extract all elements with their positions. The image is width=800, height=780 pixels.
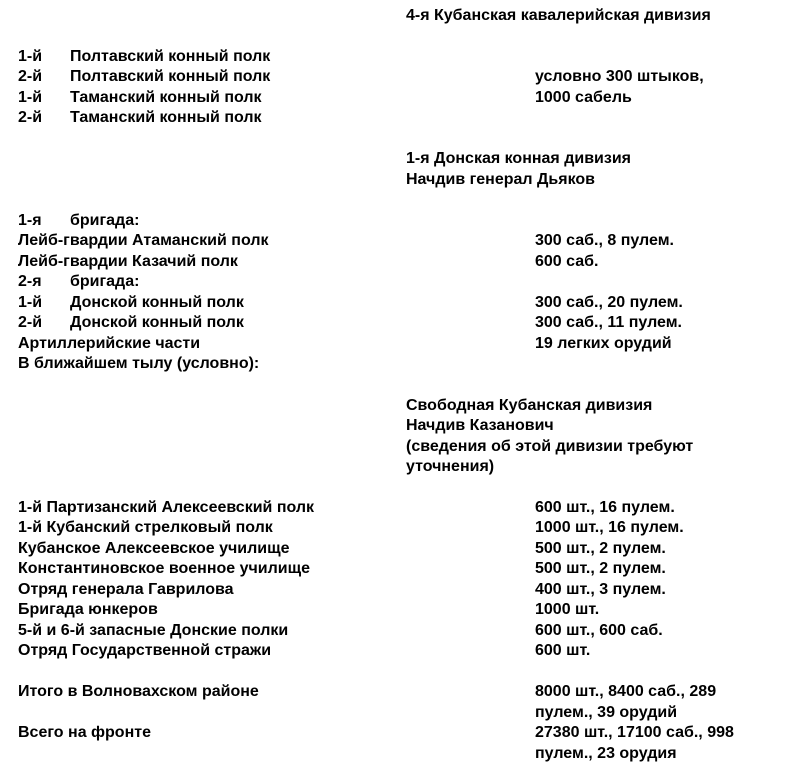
unit-number: 2-й xyxy=(18,314,43,331)
brigade-number: 2-я xyxy=(18,273,42,290)
unit-name: Донской конный полк xyxy=(70,294,244,311)
unit-name: Кубанское Алексеевское училище xyxy=(18,540,290,557)
unit-name: Константиновское военное училище xyxy=(18,560,311,577)
unit-name: 5-й и 6-й запасные Донские полки xyxy=(18,622,289,639)
kuban-free-note: уточнения) xyxy=(406,458,495,475)
unit-strength: 600 саб. xyxy=(535,253,599,270)
kuban-free-title: Свободная Кубанская дивизия xyxy=(406,397,653,414)
total-front-value: 27380 шт., 17100 саб., 998 xyxy=(535,724,734,741)
unit-name: Бригада юнкеров xyxy=(18,601,158,618)
unit-name: Таманский конный полк xyxy=(70,109,262,126)
brigade-heading xyxy=(18,272,139,292)
unit-name: Таманский конный полк xyxy=(70,89,262,106)
unit-strength: 1000 шт. xyxy=(535,601,600,618)
unit-number: 2-й xyxy=(18,109,43,126)
unit-strength: 300 саб., 20 пулем. xyxy=(535,294,683,311)
kuban-free-note: (сведения об этой дивизии требуют xyxy=(406,438,694,455)
kuban-free-commander: Начдив Казанович xyxy=(406,417,554,434)
total-volnovakha-value: пулем., 39 орудий xyxy=(535,704,678,721)
div4-unit-row xyxy=(18,108,262,128)
don1-commander: Начдив генерал Дьяков xyxy=(406,171,595,188)
unit-strength: 600 шт., 16 пулем. xyxy=(535,499,675,516)
brigade-number: 1-я xyxy=(18,212,42,229)
unit-name: Полтавский конный полк xyxy=(70,48,271,65)
div4-strength: условно 300 штыков, xyxy=(535,68,704,85)
brigade-label: бригада: xyxy=(70,212,140,229)
unit-strength: 19 легких орудий xyxy=(535,335,672,352)
unit-name: Донской конный полк xyxy=(70,314,244,331)
total-front-value: пулем., 23 орудия xyxy=(535,745,677,762)
div4-unit-row xyxy=(18,47,270,67)
brigade-heading xyxy=(18,211,139,231)
unit-number: 1-й xyxy=(18,89,43,106)
unit-name: Лейб-гвардии Атаманский полк xyxy=(18,232,269,249)
unit-strength: 600 шт., 600 саб. xyxy=(535,622,663,639)
unit-name: Артиллерийские части xyxy=(18,335,201,352)
don1-unit-row xyxy=(18,313,244,333)
unit-name: Отряд Государственной стражи xyxy=(18,642,272,659)
total-volnovakha-label: Итого в Волновахском районе xyxy=(18,683,259,700)
unit-name: 1-й Партизанский Алексеевский полк xyxy=(18,499,315,516)
div4-unit-row xyxy=(18,88,262,108)
unit-number: 1-й xyxy=(18,48,43,65)
div4-title: 4-я Кубанская кавалерийская дивизия xyxy=(406,7,711,24)
unit-name: Отряд генерала Гаврилова xyxy=(18,581,234,598)
unit-name: Полтавский конный полк xyxy=(70,68,271,85)
total-front-label: Всего на фронте xyxy=(18,724,151,741)
don1-title: 1-я Донская конная дивизия xyxy=(406,150,631,167)
unit-strength: 600 шт. xyxy=(535,642,591,659)
unit-name: 1-й Кубанский стрелковый полк xyxy=(18,519,273,536)
unit-strength: 400 шт., 3 пулем. xyxy=(535,581,666,598)
unit-strength: 300 саб., 8 пулем. xyxy=(535,232,674,249)
don1-unit-row xyxy=(18,293,244,313)
unit-strength: 300 саб., 11 пулем. xyxy=(535,314,682,331)
unit-strength: 1000 шт., 16 пулем. xyxy=(535,519,684,536)
div4-unit-row xyxy=(18,67,270,87)
rear-heading: В ближайшем тылу (условно): xyxy=(18,355,260,372)
div4-strength: 1000 сабель xyxy=(535,89,632,106)
unit-strength: 500 шт., 2 пулем. xyxy=(535,560,666,577)
unit-number: 2-й xyxy=(18,68,43,85)
brigade-label: бригада: xyxy=(70,273,140,290)
unit-number: 1-й xyxy=(18,294,43,311)
unit-name: Лейб-гвардии Казачий полк xyxy=(18,253,238,270)
unit-strength: 500 шт., 2 пулем. xyxy=(535,540,666,557)
total-volnovakha-value: 8000 шт., 8400 саб., 289 xyxy=(535,683,717,700)
